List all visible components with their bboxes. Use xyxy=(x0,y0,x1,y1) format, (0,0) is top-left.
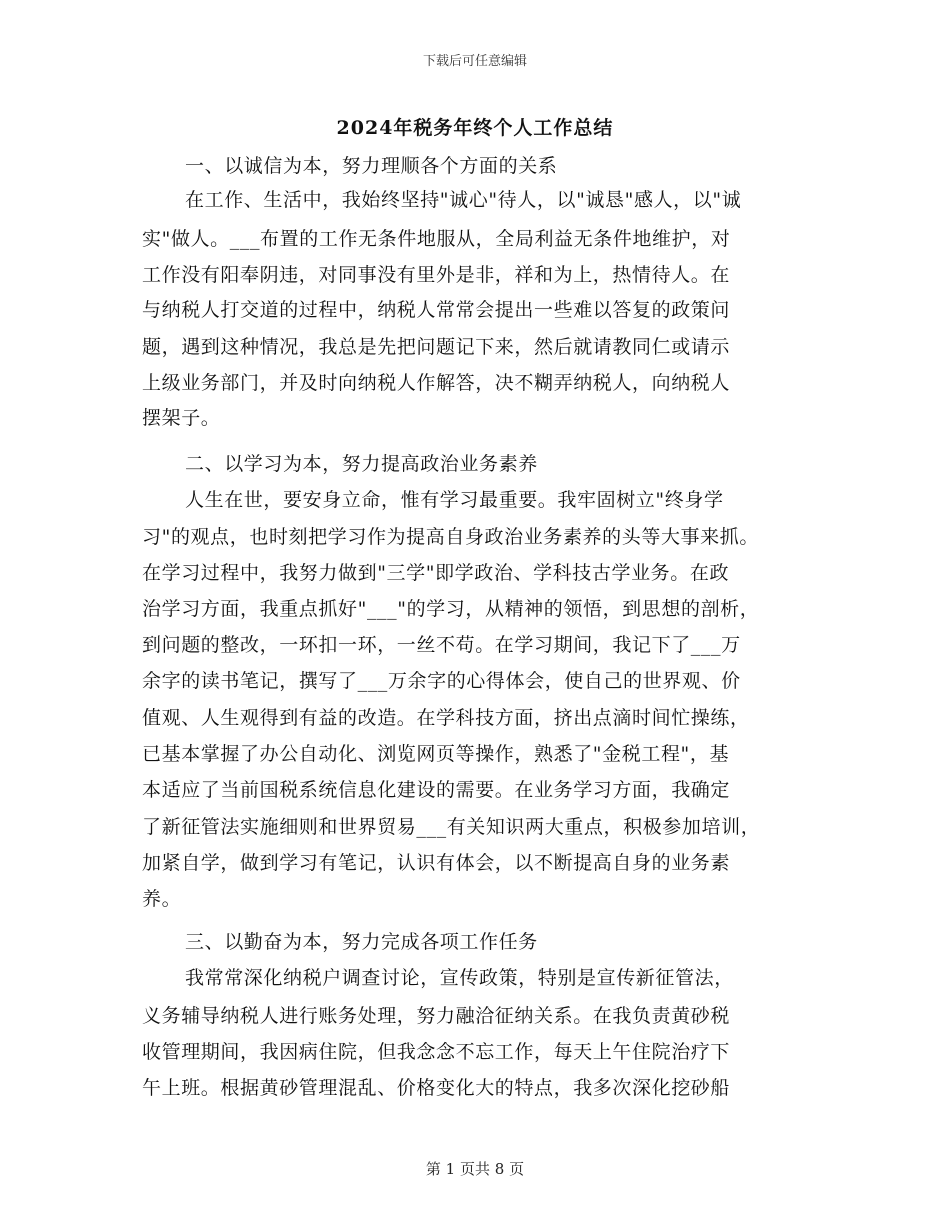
paragraph-line: 加紧自学，做到学习有笔记，认识有体会，以不断提高自身的业务素 xyxy=(142,852,731,874)
paragraph-line: 到问题的整改，一环扣一环，一丝不苟。在学习期间，我记下了___万 xyxy=(142,634,741,656)
paragraph-line: 值观、人生观得到有益的改造。在学科技方面，挤出点滴时间忙操练， xyxy=(142,707,750,729)
section-heading-1: 一、以诚信为本，努力理顺各个方面的关系 xyxy=(185,155,558,177)
page-number: 第 1 页共 8 页 xyxy=(425,1160,525,1178)
paragraph-line: 义务辅导纳税人进行账务处理，努力融洽征纳关系。在我负责黄砂税 xyxy=(142,1005,731,1027)
paragraph-line: 本适应了当前国税系统信息化建设的需要。在业务学习方面，我确定 xyxy=(142,779,731,801)
paragraph-line: 人生在世，要安身立命，惟有学习最重要。我牢固树立"终身学 xyxy=(185,489,724,511)
paragraph-line: 工作没有阳奉阴违，对同事没有里外是非，祥和为上，热情待人。在 xyxy=(142,264,731,286)
document-title: 2024年税务年终个人工作总结 xyxy=(336,117,614,139)
paragraph-line: 已基本掌握了办公自动化、浏览网页等操作，熟悉了"金税工程"，基 xyxy=(142,743,730,765)
paragraph-line: 上级业务部门，并及时向纳税人作解答，决不糊弄纳税人，向纳税人 xyxy=(142,372,731,394)
paragraph-line: 与纳税人打交道的过程中，纳税人常常会提出一些难以答复的政策问 xyxy=(142,299,731,321)
paragraph-line: 在学习过程中，我努力做到"三学"即学政治、学科技古学业务。在政 xyxy=(142,562,730,584)
paragraph-line: 养。 xyxy=(142,888,182,910)
paragraph-line: 题，遇到这种情况，我总是先把问题记下来，然后就请教同仁或请示 xyxy=(142,336,731,358)
paragraph-line: 午上班。根据黄砂管理混乱、价格变化大的特点，我多次深化挖砂船 xyxy=(142,1077,731,1099)
paragraph-line: 了新征管法实施细则和世界贸易___有关知识两大重点，积极参加培训， xyxy=(142,816,761,838)
paragraph-line: 收管理期间，我因病住院，但我念念不忘工作，每天上午住院治疗下 xyxy=(142,1041,731,1063)
paragraph-line: 在工作、生活中，我始终坚持"诚心"待人，以"诚恳"感人，以"诚 xyxy=(185,189,742,211)
section-heading-3: 三、以勤奋为本，努力完成各项工作任务 xyxy=(185,931,538,953)
paragraph-line: 我常常深化纳税户调查讨论，宣传政策，特别是宣传新征管法， xyxy=(185,967,734,989)
paragraph-line: 摆架子。 xyxy=(142,407,221,429)
header-note: 下载后可任意编辑 xyxy=(422,54,527,69)
paragraph-line: 余字的读书笔记，撰写了___万余字的心得体会，使自己的世界观、价 xyxy=(142,670,741,692)
paragraph-line: 治学习方面，我重点抓好"___"的学习，从精神的领悟，到思想的剖析， xyxy=(142,598,760,620)
section-heading-2: 二、以学习为本，努力提高政治业务素养 xyxy=(185,453,538,475)
paragraph-line: 习"的观点，也时刻把学习作为提高自身政治业务素养的头等大事来抓。 xyxy=(142,526,759,548)
paragraph-line: 实"做人。___布置的工作无条件地服从，全局利益无条件地维护，对 xyxy=(142,228,731,250)
